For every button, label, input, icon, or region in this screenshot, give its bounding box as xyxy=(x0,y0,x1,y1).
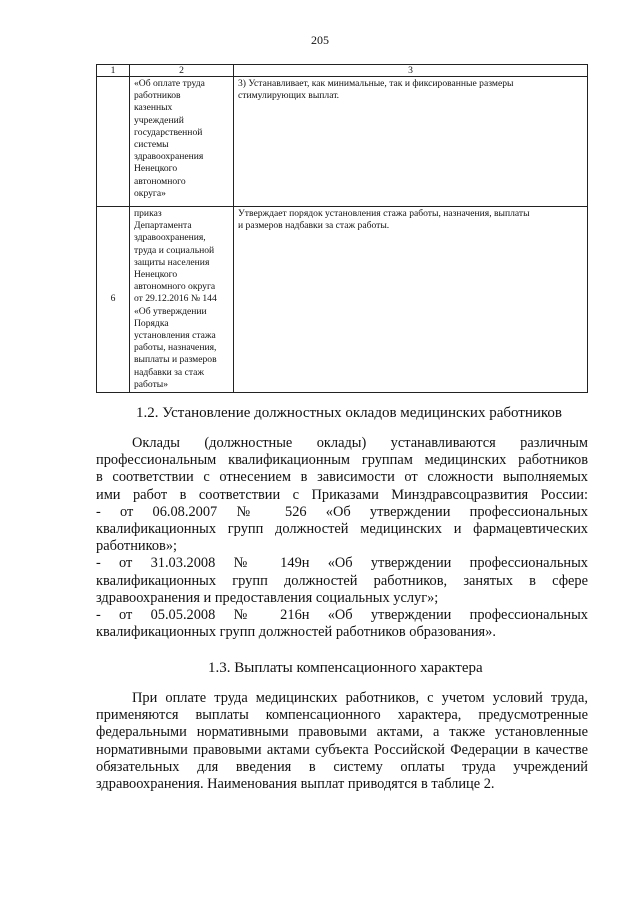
row-number xyxy=(97,77,130,207)
paragraph-compensation xyxy=(96,690,588,793)
row-number: 6 xyxy=(97,207,130,393)
document-line: казенных xyxy=(134,102,173,114)
text-line: здравоохранения. Наименования выплат приводятся в таблице 2. xyxy=(96,775,495,792)
text-line: квалификационных групп должностей работников, занятых в сфере xyxy=(96,572,588,589)
text-line: При оплате труда медицинских работников, с учетом условий труда, xyxy=(132,690,588,706)
page-number: 205 xyxy=(311,33,329,47)
table-header-cell: 2 xyxy=(130,65,234,77)
text-line: квалификационных групп должностей медицинских и фармацевтических xyxy=(96,520,588,537)
table-header-cell: 3 xyxy=(234,65,588,77)
document-cell xyxy=(130,207,234,393)
document-line: учреждений xyxy=(134,114,184,126)
document-cell xyxy=(130,77,234,207)
description-line: 3) Устанавливает, как минимальные, так и фиксированные размеры xyxy=(238,78,514,89)
text-line: Оклады (должностные оклады) устанавливаются различным xyxy=(132,435,588,451)
text-line: здравоохранения и предоставления социальных услуг»; xyxy=(96,589,439,606)
document-line: государственной xyxy=(134,126,203,138)
section-heading-salaries: 1.2. Установление должностных окладов медицинских работников xyxy=(136,405,563,421)
document-line: защиты населения xyxy=(134,256,210,268)
description-line: Утверждает порядок установления стажа работы, назначения, выплаты xyxy=(238,208,530,219)
document-line: работников xyxy=(134,90,181,102)
text-line: в соответствии с отнесением в зависимости от сложности выполняемых xyxy=(96,469,588,486)
text-line: - от 06.08.2007 № 526 «Об утверждении профессиональных xyxy=(96,503,588,520)
document-line: Ненецкого xyxy=(134,269,178,281)
document-line: установления стажа xyxy=(134,330,216,342)
description-line: и размеров надбавки за стаж работы. xyxy=(238,220,390,232)
text-line: применяются выплаты компенсационного характера, предусмотренные xyxy=(96,707,588,724)
document-line: Ненецкого xyxy=(134,163,178,175)
document-line: работы, назначения, xyxy=(134,342,217,354)
document-line: здравоохранения xyxy=(134,151,204,163)
text-line: ими работ в соответствии с Приказами Минздравсоцразвития России: xyxy=(96,486,588,503)
text-line: - от 31.03.2008 № 149н «Об утверждении профессиональных xyxy=(96,555,588,572)
document-line: округа» xyxy=(134,187,166,199)
document-line: работы» xyxy=(134,378,169,390)
text-line: работников»; xyxy=(96,538,178,555)
table-row xyxy=(97,77,588,207)
text-line: профессиональным квалификационным группам медицинских работников xyxy=(96,452,588,469)
document-line: Департамента xyxy=(134,220,192,232)
document-line: Порядка xyxy=(134,317,169,329)
table-header-row xyxy=(97,65,588,77)
regulations-table xyxy=(96,64,588,393)
paragraph-salaries xyxy=(96,435,588,641)
text-line: нормативными правовыми актами субъекта Российской Федерации в качестве xyxy=(96,741,588,758)
document-line: автономного xyxy=(134,175,186,187)
description-line: стимулирующих выплат. xyxy=(238,90,340,102)
document-line: системы xyxy=(134,139,169,151)
document-line: надбавки за стаж xyxy=(134,366,205,378)
description-cell xyxy=(234,77,588,207)
document-line: приказ xyxy=(134,208,162,219)
description-cell xyxy=(234,207,588,393)
table-row xyxy=(97,207,588,393)
section-heading-compensation: 1.3. Выплаты компенсационного характера xyxy=(208,660,483,676)
document-line: автономного округа xyxy=(134,281,216,293)
document-line: «Об оплате труда xyxy=(134,78,205,89)
document-line: здравоохранения, xyxy=(134,232,206,244)
text-line: квалификационных групп должностей работников образования». xyxy=(96,624,496,641)
text-line: обязательных для введения в систему оплаты труда учреждений xyxy=(96,758,588,775)
document-line: «Об утверждении xyxy=(134,305,207,317)
document-line: выплаты и размеров xyxy=(134,354,217,366)
text-line: - от 05.05.2008 № 216н «Об утверждении профессиональных xyxy=(96,606,588,623)
document-line: от 29.12.2016 № 144 xyxy=(134,293,217,305)
text-line: федеральными нормативными правовыми актами, а также установленные xyxy=(96,724,588,741)
table-header-cell: 1 xyxy=(97,65,130,77)
document-line: труда и социальной xyxy=(134,244,215,256)
